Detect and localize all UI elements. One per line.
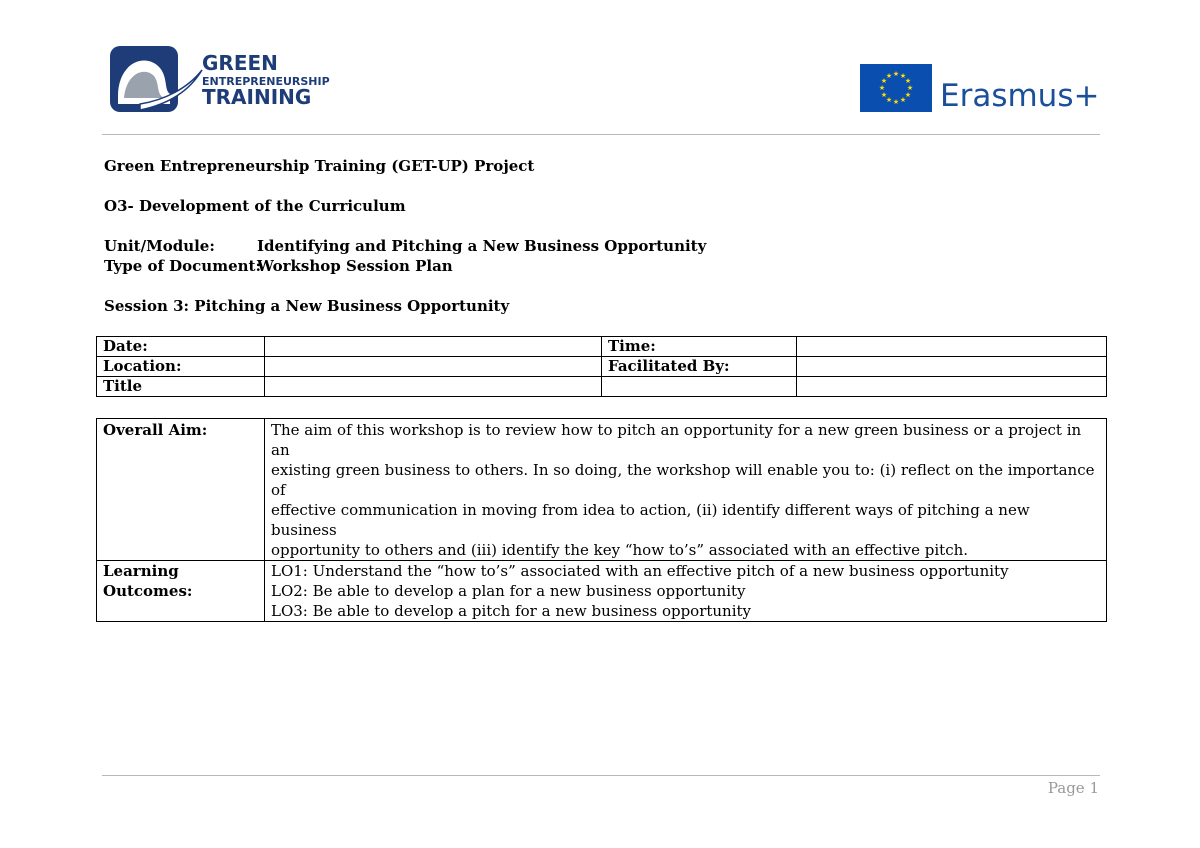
date-value[interactable] xyxy=(265,337,602,357)
svg-text:★: ★ xyxy=(878,84,886,92)
logo-line-green: GREEN xyxy=(202,51,278,75)
svg-text:★: ★ xyxy=(885,72,893,80)
svg-text:★: ★ xyxy=(904,77,912,85)
aim-line: existing green business to others. In so doing, the workshop will enable you to: (i) reflect on the importance of xyxy=(271,461,1095,499)
svg-text:★: ★ xyxy=(880,91,888,99)
svg-text:★: ★ xyxy=(885,96,893,104)
header-divider xyxy=(102,134,1100,135)
table-row xyxy=(97,357,1107,377)
aim-line: opportunity to others and (iii) identify the key “how to’s” associated with an effective pitch. xyxy=(271,541,969,559)
document-type-row xyxy=(104,256,453,276)
unit-value: Identifying and Pitching a New Business Opportunity xyxy=(257,237,707,255)
time-label: Time: xyxy=(602,337,797,357)
svg-text:★: ★ xyxy=(880,77,888,85)
learning-outcome: LO2: Be able to develop a plan for a new business opportunity xyxy=(271,582,746,600)
svg-text:★: ★ xyxy=(892,70,900,78)
title-value[interactable] xyxy=(265,377,602,397)
aim-outcomes-table xyxy=(96,418,1107,622)
logo-line-entrepreneurship: ENTREPRENEURSHIP xyxy=(202,75,330,88)
unit-module-row xyxy=(104,236,706,256)
empty-cell xyxy=(797,377,1107,397)
type-label: Type of Document: xyxy=(104,257,262,275)
title-label: Title xyxy=(97,377,265,397)
svg-text:★: ★ xyxy=(899,96,907,104)
green-entrepreneurship-logo xyxy=(110,44,330,114)
session-info-table xyxy=(96,336,1107,397)
location-label: Location: xyxy=(97,357,265,377)
outcomes-label-line: Learning xyxy=(103,562,179,580)
type-value: Workshop Session Plan xyxy=(257,257,453,275)
aim-line: effective communication in moving from idea to action, (ii) identify different ways of pitching a new business xyxy=(271,501,1030,539)
aim-line: The aim of this workshop is to review how to pitch an opportunity for a new green business or a project in an xyxy=(271,421,1082,459)
date-label: Date: xyxy=(97,337,265,357)
facilitated-by-label: Facilitated By: xyxy=(602,357,797,377)
learning-outcome: LO3: Be able to develop a pitch for a new business opportunity xyxy=(271,602,752,620)
facilitated-by-value[interactable] xyxy=(797,357,1107,377)
time-value[interactable] xyxy=(797,337,1107,357)
table-row xyxy=(97,337,1107,357)
footer-divider xyxy=(102,775,1100,776)
learning-outcome: LO1: Understand the “how to’s” associated with an effective pitch of a new business opportunity xyxy=(271,562,1009,580)
empty-cell xyxy=(602,377,797,397)
outcomes-label-line: Outcomes: xyxy=(103,582,193,600)
learning-outcomes-list xyxy=(265,561,1107,622)
project-title: Green Entrepreneurship Training (GET-UP) Project xyxy=(104,157,535,175)
table-row xyxy=(97,377,1107,397)
erasmus-text: Erasmus+ xyxy=(940,78,1100,114)
logo-line-training: TRAINING xyxy=(202,85,312,109)
table-row xyxy=(97,561,1107,622)
table-row xyxy=(97,419,1107,561)
overall-aim-label: Overall Aim: xyxy=(97,419,265,561)
svg-text:★: ★ xyxy=(899,72,907,80)
output-title: O3- Development of the Curriculum xyxy=(104,197,406,215)
erasmus-plus-logo xyxy=(860,64,1105,114)
session-title: Session 3: Pitching a New Business Opportunity xyxy=(104,297,510,315)
location-value[interactable] xyxy=(265,357,602,377)
overall-aim-text xyxy=(265,419,1107,561)
svg-text:★: ★ xyxy=(904,91,912,99)
unit-label: Unit/Module: xyxy=(104,237,215,255)
svg-text:★: ★ xyxy=(906,84,914,92)
page-number: Page 1 xyxy=(1047,779,1099,797)
svg-text:★: ★ xyxy=(892,98,900,106)
learning-outcomes-label xyxy=(97,561,265,622)
